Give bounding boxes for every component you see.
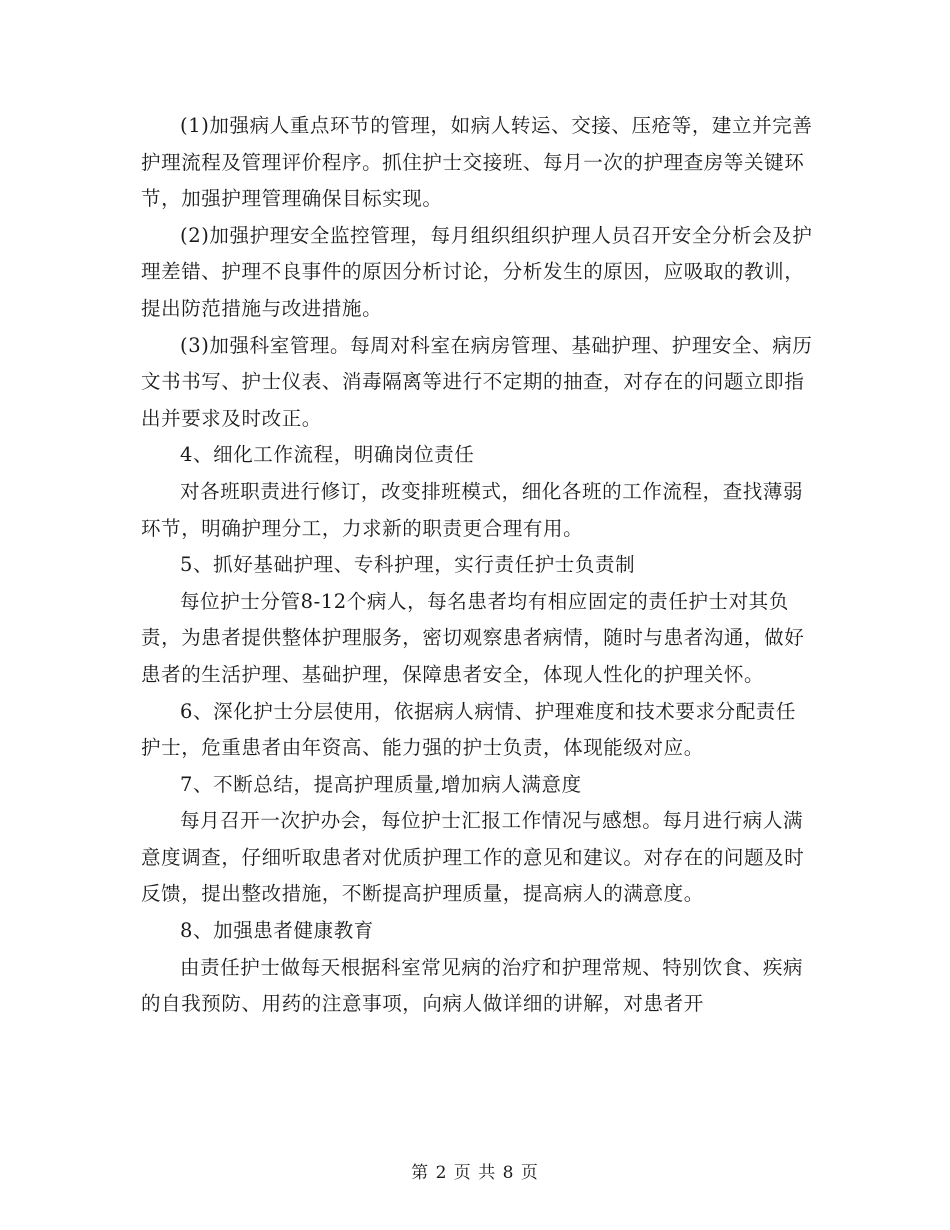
section-heading-7: 7、不断总结，提高护理质量,增加病人满意度 bbox=[180, 772, 582, 796]
paragraph-7-body: 每月召开一次护办会，每位护士汇报工作情况与感想。每月进行病人满意度调查，仔细听取患者对优质护理工作的意见和建议。对存在的问题及时反馈，提出整改措施，不断提高护理质量，提高病人的满意度。 bbox=[141, 809, 805, 906]
document-body bbox=[141, 108, 813, 1023]
section-6: 6、深化护士分层使用，依据病人病情、护理难度和技术要求分配责任护士，危重患者由年资高、能力强的护士负责，体现能级对应。 bbox=[141, 699, 797, 760]
section-heading-4: 4、细化工作流程，明确岗位责任 bbox=[180, 443, 475, 467]
section-heading-8: 8、加强患者健康教育 bbox=[180, 919, 374, 943]
paragraph-8-body: 由责任护士做每天根据科室常见病的治疗和护理常规、特别饮食、疾病的自我预防、用药的注意事项，向病人做详细的讲解，对患者开 bbox=[141, 955, 804, 1016]
paragraph-1: (1)加强病人重点环节的管理，如病人转运、交接、压疮等，建立并完善护理流程及管理评价程序。抓住护士交接班、每月一次的护理查房等关键环节，加强护理管理确保目标实现。 bbox=[141, 114, 813, 211]
paragraph-4-body: 对各班职责进行修订，改变排班模式，细化各班的工作流程，查找薄弱环节，明确护理分工，力求新的职责更合理有用。 bbox=[141, 479, 804, 540]
paragraph-5-body: 每位护士分管8-12个病人，每名患者均有相应固定的责任护士对其负责，为患者提供整体护理服务，密切观察患者病情，随时与患者沟通，做好患者的生活护理、基础护理，保障患者安全，体现人性化的护理关怀。 bbox=[141, 589, 805, 686]
page-number-footer: 第 2 页 共 8 页 bbox=[411, 1163, 539, 1183]
paragraph-2: (2)加强护理安全监控管理，每月组织组织护理人员召开安全分析会及护理差错、护理不良事件的原因分析讨论，分析发生的原因，应吸取的教训，提出防范措施与改进措施。 bbox=[141, 223, 813, 320]
paragraph-3: (3)加强科室管理。每周对科室在病房管理、基础护理、护理安全、病历文书书写、护士仪表、消毒隔离等进行不定期的抽查，对存在的问题立即指出并要求及时改正。 bbox=[141, 333, 813, 430]
section-heading-5: 5、抓好基础护理、专科护理，实行责任护士负责制 bbox=[180, 553, 636, 577]
